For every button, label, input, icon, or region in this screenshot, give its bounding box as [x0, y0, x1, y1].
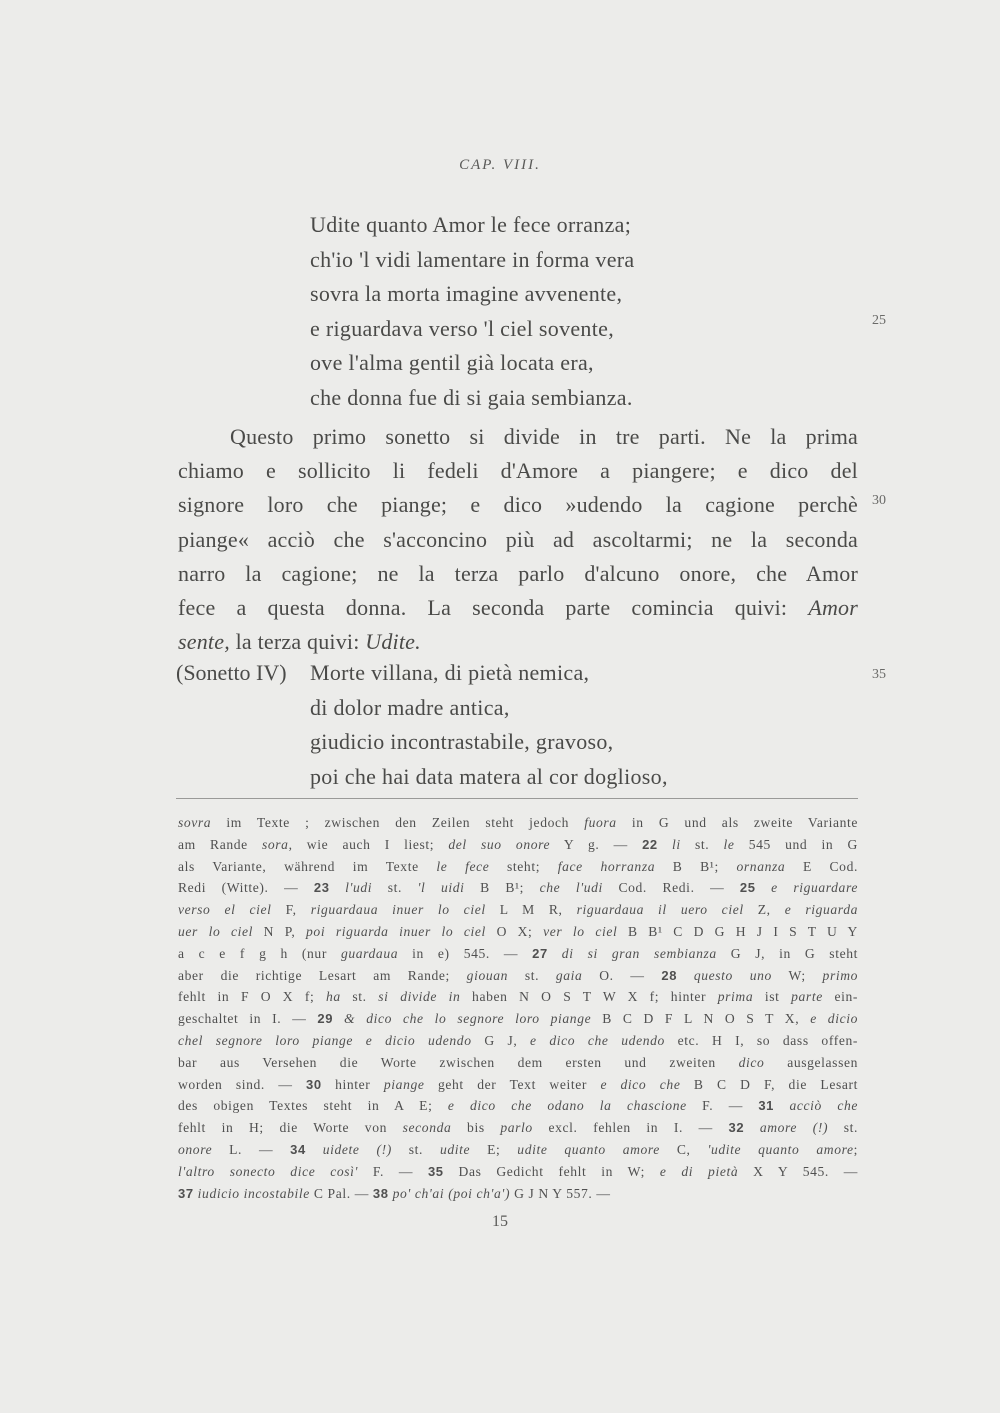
apparatus-line: des obigen Textes steht in A E; e dico che odano la chascione F. — 31 acciò che: [178, 1098, 858, 1114]
prose-line: chiamo e sollicito li fedeli d'Amore a piangere; e dico del: [178, 458, 858, 484]
footnote-divider: [176, 798, 858, 799]
prose-line: signore loro che piange; e dico »udendo la cagione perchè: [178, 492, 858, 518]
prose-line: narro la cagione; ne la terza parlo d'alcuno onore, che Amor: [178, 560, 858, 586]
apparatus-line: 37 iudicio incostabile C Pal. — 38 po' ch'ai (poi ch'a') G J N Y 557. —: [178, 1185, 611, 1201]
apparatus-line: onore L. — 34 uidete (!) st. udite E; udite quanto amore C, 'udite quanto amore;: [178, 1141, 858, 1157]
italic-word: sente,: [178, 629, 230, 655]
page-number: 15: [492, 1213, 508, 1230]
verse-line: ch'io 'l vidi lamentare in forma vera: [310, 246, 635, 272]
poem-stanza: [310, 208, 634, 415]
verse-line: di dolor madre antica,: [310, 694, 510, 720]
apparatus-line: Redi (Witte). — 23 l'udi st. 'l uidi B B¹; che l'udi Cod. Redi. — 25 e riguardare: [178, 880, 858, 896]
line-number: 25: [872, 313, 886, 328]
apparatus-line: fehlt in H; die Worte von seconda bis parlo excl. fehlen in I. — 32 amore (!) st.: [178, 1120, 859, 1136]
prose-line: Questo primo sonetto si divide in tre parti. Ne la prima: [230, 424, 858, 449]
verse-line: e riguardava verso 'l ciel sovente,: [310, 315, 615, 341]
apparatus-line: aber die richtige Lesart am Rande; giouan st. gaia O. — 28 questo uno W; primo: [178, 967, 859, 983]
line-number: 35: [872, 667, 886, 682]
apparatus-line: a c e f g h (nur guardaua in e) 545. — 27 di si gran sembianza G J, in G steht: [178, 945, 858, 961]
apparatus-line: uer lo ciel N P, poi riguarda inuer lo ciel O X; ver lo ciel B B¹ C D G H J I S T U Y: [178, 923, 858, 939]
sonnet-label: (Sonetto IV): [176, 660, 287, 685]
apparatus-line: bar aus Versehen die Worte zwischen dem ersten und zweiten dico ausgelassen: [178, 1054, 858, 1070]
prose-line-6: [178, 591, 858, 625]
verse-line: ove l'alma gentil già locata era,: [310, 350, 594, 375]
apparatus-line: verso el ciel F, riguardaua inuer lo ciel L M R, riguardaua il uero ciel Z, e riguarda: [178, 902, 858, 918]
prose-line: piange« acciò che s'acconcino più ad ascoltarmi; ne la seconda: [178, 526, 858, 552]
apparatus-line: chel segnore loro piange e dicio udendo G J, e dico che udendo etc. H I, so dass offen-: [178, 1032, 858, 1048]
chapter-heading: CAP. VIII.: [459, 157, 541, 173]
apparatus-line: worden sind. — 30 hinter piange geht der Text weiter e dico che B C D F, die Lesart: [178, 1076, 858, 1092]
italic-word: Udite.: [365, 629, 421, 655]
apparatus-line: geschaltet in I. — 29 & dico che lo segnore loro piange B C D F L N O S T X, e dicio: [178, 1011, 858, 1027]
verse-line: giudicio incontrastabile, gravoso,: [310, 729, 614, 754]
apparatus-line: als Variante, während im Texte le fece steht; face horranza B B¹; ornanza E Cod.: [178, 858, 858, 874]
verse-line: Udite quanto Amor le fece orranza;: [310, 212, 632, 237]
verse-line: sovra la morta imagine avvenente,: [310, 281, 623, 306]
verse-line: che donna fue di si gaia sembianza.: [310, 384, 633, 410]
prose-line-7: [178, 625, 858, 659]
italic-word: Amor: [808, 595, 859, 621]
apparatus-line: am Rande sora, wie auch I liest; del suo onore Y g. — 22 li st. le 545 und in G: [178, 836, 858, 852]
prose-text: la terza quivi:: [235, 629, 360, 655]
critical-apparatus: [178, 812, 858, 1204]
prose-paragraph: [178, 420, 858, 659]
apparatus-line: sovra im Texte ; zwischen den Zeilen steht jedoch fuora in G und als zweite Variante: [178, 815, 858, 830]
verse-line: Morte villana, di pietà nemica,: [310, 660, 590, 685]
sonnet-lines: [310, 656, 668, 794]
apparatus-line: fehlt in F O X f; ha st. si divide in haben N O S T W X f; hinter prima ist parte ein-: [178, 989, 859, 1005]
apparatus-line: l'altro sonecto dice così' F. — 35 Das Gedicht fehlt in W; e di pietà X Y 545. —: [178, 1163, 858, 1179]
prose-text: fece a questa donna. La seconda parte comincia quivi:: [178, 595, 788, 621]
line-number: 30: [872, 493, 886, 508]
verse-line: poi che hai data matera al cor doglioso,: [310, 763, 668, 789]
